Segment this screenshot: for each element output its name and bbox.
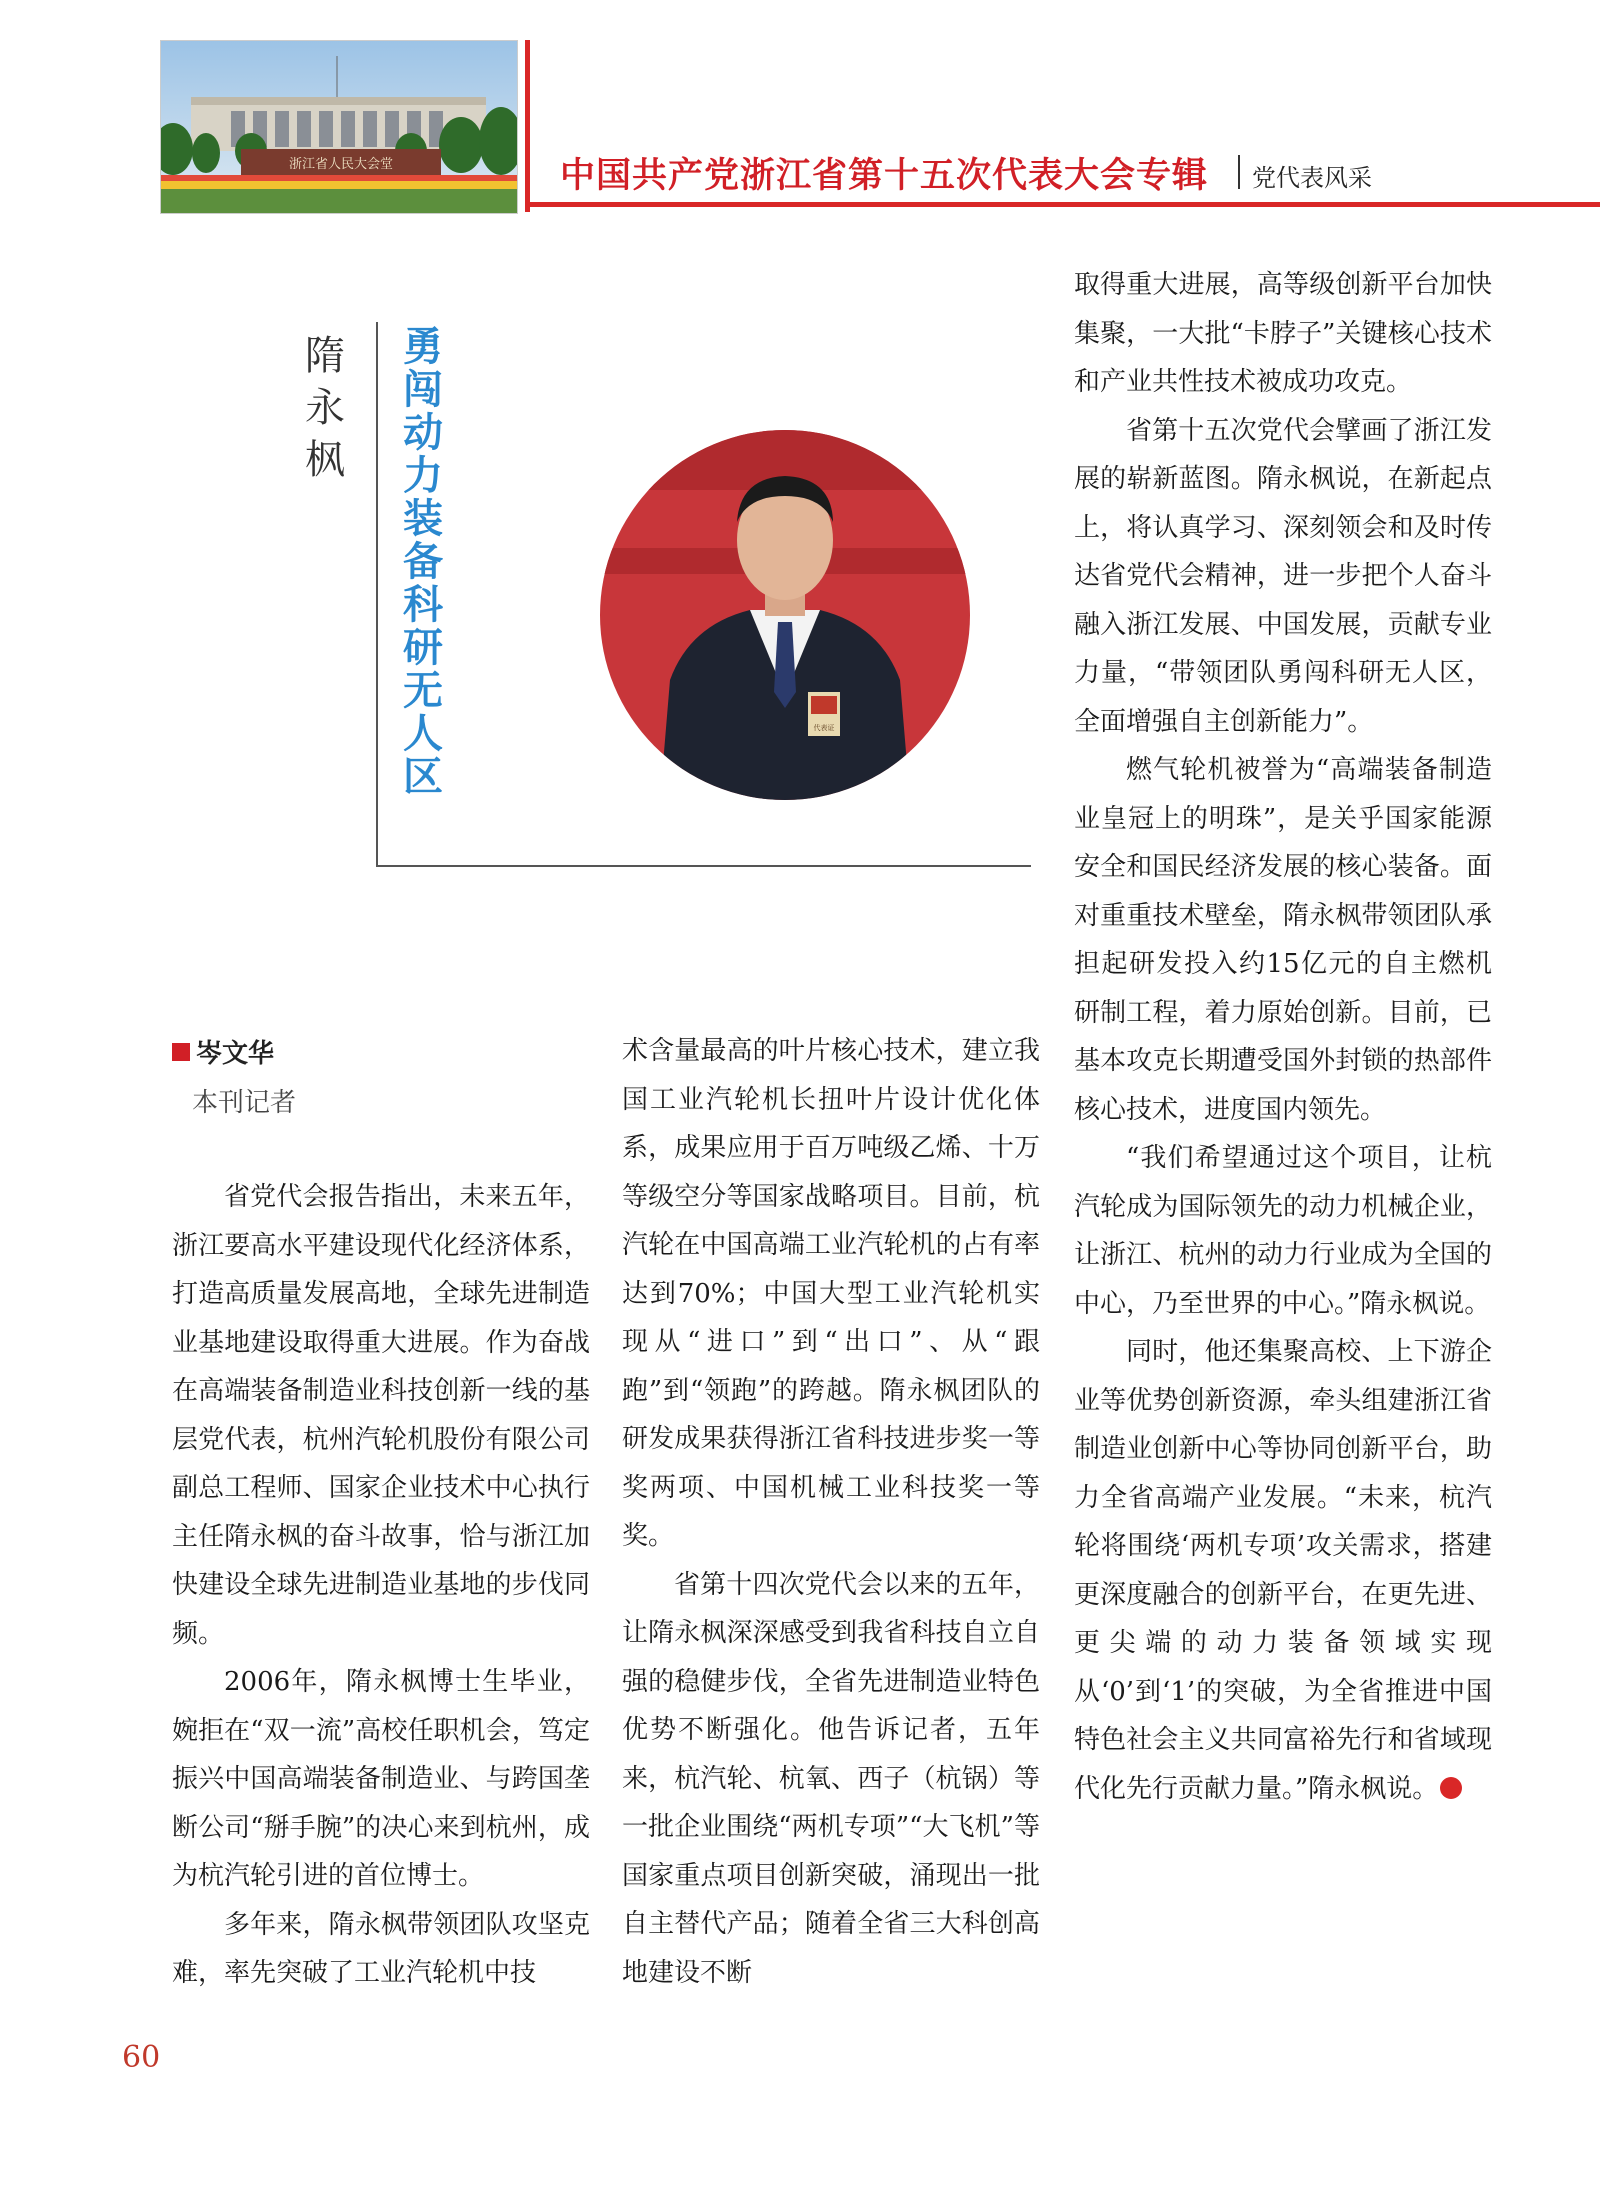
body-column-2 bbox=[622, 1027, 1040, 1997]
byline-author bbox=[172, 1033, 274, 1070]
title-divider-vertical bbox=[376, 322, 378, 867]
author-role: 本刊记者 bbox=[192, 1088, 297, 1118]
body-column-1 bbox=[172, 1173, 590, 1998]
paragraph-continued: 术含量最高的叶片核心技术，建立我国工业汽轮机长扭叶片设计优化体系，成果应用于百万吨级乙烯、十万等级空分等国家战略项目。目前，杭汽轮在中国高端工业汽轮机的占有率达到70%；中国大型工业汽轮机实现从“进口”到“出口”、从“跟跑”到“领跑”的跨越。隋永枫团队的研发成果获得浙江省科技进步奖一等奖两项、中国机械工业科技奖一等奖。 bbox=[622, 1036, 1040, 1551]
header-photo bbox=[160, 40, 518, 214]
paragraph-continued: 取得重大进展，高等级创新平台加快集聚，一大批“卡脖子”关键核心技术和产业共性技术被成功攻克。 bbox=[1074, 270, 1492, 397]
header-title: 中国共产党浙江省第十五次代表大会专辑 bbox=[560, 156, 1209, 196]
header-photo-sign: 浙江省人民大会堂 bbox=[288, 157, 394, 172]
end-mark-icon bbox=[1440, 1777, 1462, 1799]
paragraph: 燃气轮机被誉为“高端装备制造业皇冠上的明珠”，是关乎国家能源安全和国民经济发展的核心装备。面对重重技术壁垒，隋永枫带领团队承担起研发投入约15亿元的自主燃机研制工程，着力原始创新。目前，已基本攻克长期遭受国外封锁的热部件核心技术，进度国内领先。 bbox=[1074, 755, 1492, 1125]
paragraph-last bbox=[1074, 1328, 1492, 1813]
author-name: 岑文华 bbox=[196, 1039, 275, 1069]
page-number: 60 bbox=[122, 2040, 161, 2075]
paragraph: 多年来，隋永枫带领团队攻坚克难，率先突破了工业汽轮机中技 bbox=[172, 1909, 590, 1988]
article-title: 勇闯动力装备科研无人区 bbox=[403, 324, 443, 800]
person-name: 隋永枫 bbox=[305, 333, 345, 483]
portrait-photo bbox=[600, 430, 970, 800]
header-section: 党代表风采 bbox=[1252, 164, 1372, 192]
header-red-rule bbox=[525, 202, 1600, 207]
body-column-3 bbox=[1074, 261, 1492, 1813]
title-divider-horizontal bbox=[376, 865, 1031, 867]
badge-text: 代表证 bbox=[813, 724, 835, 732]
paragraph: 省第十五次党代会擘画了浙江发展的崭新蓝图。隋永枫说，在新起点上，将认真学习、深刻领会和及时传达省党代会精神，进一步把个人奋斗融入浙江发展、中国发展，贡献专业力量，“带领团队勇闯科研无人区，全面增强自主创新能力”。 bbox=[1074, 415, 1492, 737]
header-red-rule-vertical bbox=[525, 40, 530, 212]
byline-marker-icon bbox=[172, 1043, 190, 1061]
header-separator bbox=[1238, 155, 1240, 189]
paragraph: 省党代会报告指出，未来五年，浙江要高水平建设现代化经济体系，打造高质量发展高地，全球先进制造业基地建设取得重大进展。作为奋战在高端装备制造业科技创新一线的基层党代表，杭州汽轮机股份有限公司副总工程师、国家企业技术中心执行主任隋永枫的奋斗故事，恰与浙江加快建设全球先进制造业基地的步伐同频。 bbox=[172, 1182, 590, 1649]
paragraph: 省第十四次党代会以来的五年，让隋永枫深深感受到我省科技自立自强的稳健步伐，全省先进制造业特色优势不断强化。他告诉记者，五年来，杭汽轮、杭氧、西子（杭锅）等一批企业围绕“两机专项”“大飞机”等国家重点项目创新突破，涌现出一批自主替代产品；随着全省三大科创高地建设不断 bbox=[622, 1569, 1040, 1988]
paragraph: “我们希望通过这个项目，让杭汽轮成为国际领先的动力机械企业，让浙江、杭州的动力行业成为全国的中心，乃至世界的中心。”隋永枫说。 bbox=[1074, 1143, 1492, 1319]
paragraph-last-text: 同时，他还集聚高校、上下游企业等优势创新资源，牵头组建浙江省制造业创新中心等协同创新平台，助力全省高端产业发展。“未来，杭汽轮将围绕‘两机专项’攻关需求，搭建更深度融合的创新平台，在更先进、更尖端的动力装备领域实现从‘0’到‘1’的突破，为全省推进中国特色社会主义共同富裕先行和省域现代化先行贡献力量。”隋永枫说。 bbox=[1074, 1337, 1492, 1804]
paragraph: 2006年，隋永枫博士生毕业，婉拒在“双一流”高校任职机会，笃定振兴中国高端装备制造业、与跨国垄断公司“掰手腕”的决心来到杭州，成为杭汽轮引进的首位博士。 bbox=[172, 1667, 590, 1891]
